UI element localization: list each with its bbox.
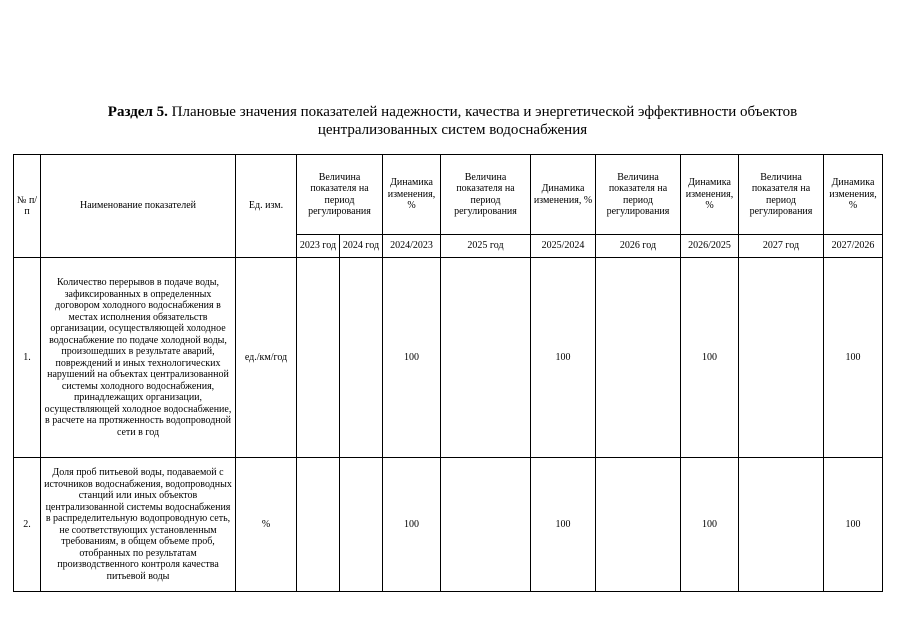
table-row — [14, 458, 883, 592]
value-2025 — [441, 458, 531, 592]
header-num: № п/п — [14, 155, 41, 258]
row-num: 2. — [14, 458, 41, 592]
dynamics-2026-2025: 100 — [681, 458, 739, 592]
value-2026 — [596, 258, 681, 458]
dynamics-2025-2024: 100 — [531, 258, 596, 458]
title-line2: централизованных систем водоснабжения — [317, 122, 588, 138]
header-name: Наименование показателей — [41, 155, 236, 258]
value-2025 — [441, 258, 531, 458]
row-unit: ед./км/год — [236, 258, 297, 458]
header-dyn-2026-2025: 2026/2025 — [681, 235, 739, 258]
value-2024 — [340, 258, 383, 458]
dynamics-2027-2026: 100 — [824, 458, 883, 592]
row-num: 1. — [14, 258, 41, 458]
header-year-2025: 2025 год — [441, 235, 531, 258]
value-2024 — [340, 458, 383, 592]
header-value-2026: Величина показателя на период регулирования — [596, 155, 681, 235]
row-name: Количество перерывов в подаче воды, зафиксированных в определенных договором холодного водоснабжения в местах исполнения обязательств организации, осуществляющей холодное водоснабжение по подаче холодной воды, произошедших в результате аварий, повреждений и иных технологических нарушений на объектах централизованной системы холодного водоснабжения, принадлежащих организации, осуществляющей холодное водоснабжение, в расчете на протяженность водопроводной сети в год — [41, 258, 236, 458]
value-2027 — [739, 458, 824, 592]
value-2026 — [596, 458, 681, 592]
dynamics-2024-2023: 100 — [383, 458, 441, 592]
header-dyn-2025-2024: 2025/2024 — [531, 235, 596, 258]
header-unit: Ед. изм. — [236, 155, 297, 258]
section-label: Раздел 5. — [107, 104, 168, 120]
row-unit: % — [236, 458, 297, 592]
title-text: Плановые значения показателей надежности, качества и энергетической эффективности объектов — [167, 104, 798, 120]
header-value-2027: Величина показателя на период регулирования — [739, 155, 824, 235]
header-value-2023-2024: Величина показателя на период регулирования — [297, 155, 383, 235]
header-dyn-2024-2023: 2024/2023 — [383, 235, 441, 258]
dynamics-2026-2025: 100 — [681, 258, 739, 458]
header-year-2027: 2027 год — [739, 235, 824, 258]
header-dynamics-2026: Динамика изменения, % — [681, 155, 739, 235]
dynamics-2027-2026: 100 — [824, 258, 883, 458]
header-row-1 — [14, 155, 883, 235]
value-2027 — [739, 258, 824, 458]
dynamics-2025-2024: 100 — [531, 458, 596, 592]
header-value-2025: Величина показателя на период регулирования — [441, 155, 531, 235]
indicators-table — [13, 154, 883, 592]
header-year-2026: 2026 год — [596, 235, 681, 258]
header-dynamics-2027: Динамика изменения, % — [824, 155, 883, 235]
header-dyn-2027-2026: 2027/2026 — [824, 235, 883, 258]
header-dynamics-2025: Динамика изменения, % — [531, 155, 596, 235]
header-year-2024: 2024 год — [340, 235, 383, 258]
row-name: Доля проб питьевой воды, подаваемой с источников водоснабжения, водопроводных станций или иных объектов централизованной системы водоснабжения в распределительную водопроводную сеть, не соответствующих установленным требованиям, в общем объеме проб, отобранных по результатам производственного контроля качества питьевой воды — [41, 458, 236, 592]
header-dynamics-2024: Динамика изменения, % — [383, 155, 441, 235]
value-2023 — [297, 258, 340, 458]
value-2023 — [297, 458, 340, 592]
table-row — [14, 258, 883, 458]
dynamics-2024-2023: 100 — [383, 258, 441, 458]
page-title — [0, 103, 905, 139]
header-year-2023: 2023 год — [297, 235, 340, 258]
